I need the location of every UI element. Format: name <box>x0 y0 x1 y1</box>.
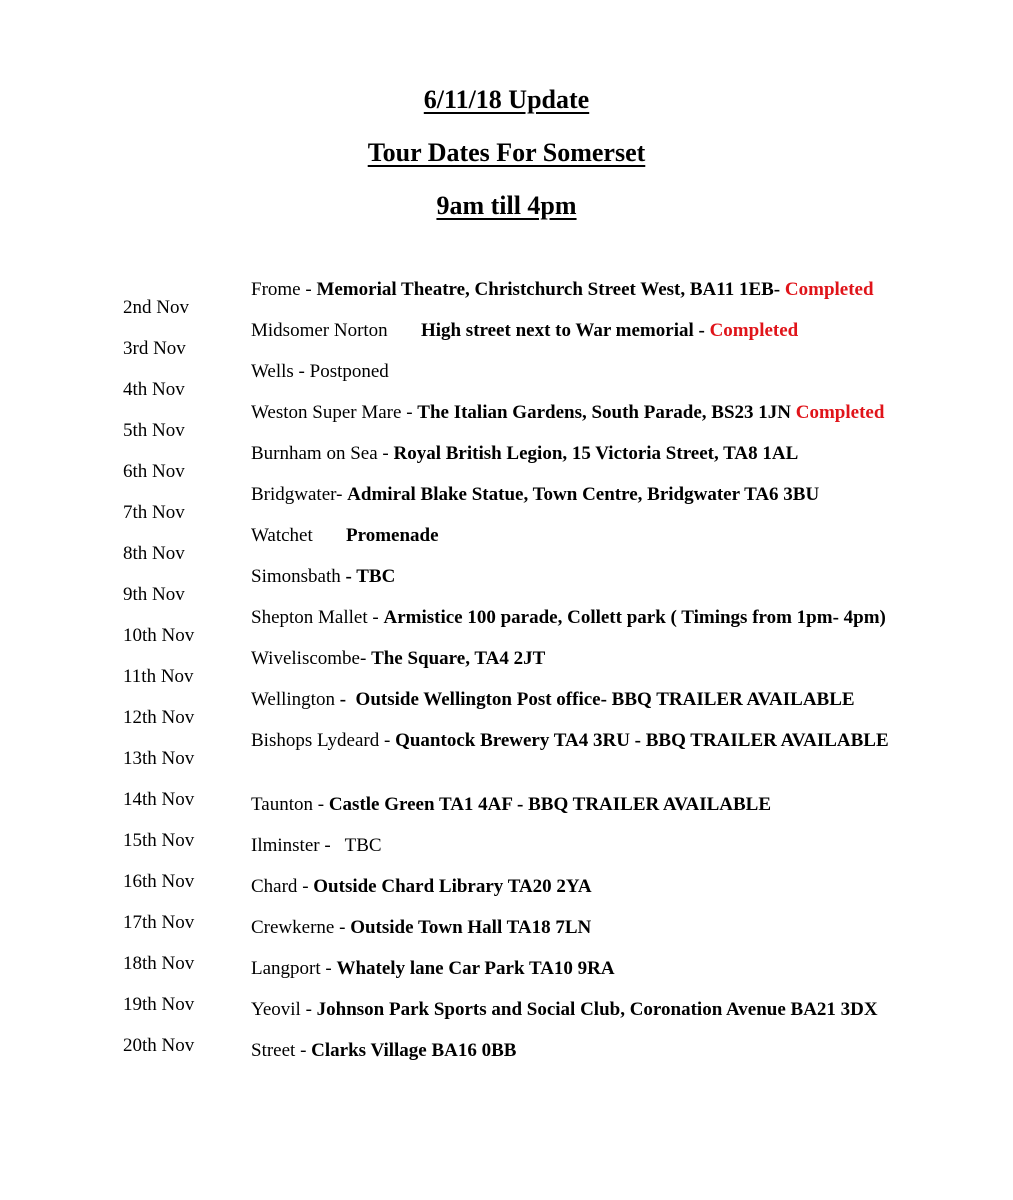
venue-separator: - <box>300 279 317 300</box>
venue-separator: - <box>334 917 351 938</box>
venue-town: Simonsbath <box>251 566 341 587</box>
tour-date: 5th Nov <box>123 420 185 441</box>
venue-detail: Johnson Park Sports and Social Club, Coronation Avenue BA21 3DX <box>316 999 878 1020</box>
tour-venue-row <box>251 875 991 916</box>
tour-venue-row <box>251 606 991 647</box>
venue-town: Midsomer Norton <box>251 320 388 341</box>
tour-date: 18th Nov <box>123 953 195 974</box>
venue-separator: - <box>401 402 418 423</box>
tour-date: 19th Nov <box>123 994 195 1015</box>
venue-town: Wellington <box>251 689 335 710</box>
tour-venue-row <box>251 360 991 401</box>
venue-detail: Outside Chard Library TA20 2YA <box>313 876 592 897</box>
venue-separator: - <box>295 1040 312 1061</box>
venue-note: TBC <box>344 835 382 856</box>
tour-venue-row <box>251 401 991 442</box>
venue-separator: - <box>293 361 310 382</box>
venue-separator <box>388 320 421 341</box>
tour-date: 12th Nov <box>123 707 195 728</box>
tour-venue-row <box>251 834 991 875</box>
venue-detail: Castle Green TA1 4AF - BBQ TRAILER AVAILABLE <box>328 794 772 815</box>
venue-town: Bishops Lydeard <box>251 730 380 751</box>
venue-separator: - <box>300 999 317 1020</box>
venue-detail: The Italian Gardens, South Parade, BS23 1JN <box>417 402 796 423</box>
tour-venue-row <box>251 957 991 998</box>
tour-date: 13th Nov <box>123 748 195 769</box>
venue-separator: - <box>297 876 314 897</box>
tour-venue-row <box>251 319 991 360</box>
tour-date: 14th Nov <box>123 789 195 810</box>
venue-detail: Clarks Village BA16 0BB <box>311 1040 517 1061</box>
venue-town: Weston Super Mare <box>251 402 402 423</box>
venue-town: Wells <box>251 361 294 382</box>
venue-detail: The Square, TA4 2JT <box>371 648 546 669</box>
venue-detail: Whately lane Car Park TA10 9RA <box>336 958 615 979</box>
venue-detail: Quantock Brewery TA4 3RU - BBQ TRAILER AVAILABLE <box>395 730 889 751</box>
tour-date: 9th Nov <box>123 584 185 605</box>
tour-date: 8th Nov <box>123 543 185 564</box>
tour-venue-row <box>251 647 991 688</box>
tour-date: 2nd Nov <box>123 297 189 318</box>
tour-date: 3rd Nov <box>123 338 186 359</box>
venue-town: Crewkerne <box>251 917 335 938</box>
tour-date: 6th Nov <box>123 461 185 482</box>
venue-town: Yeovil <box>251 999 301 1020</box>
tour-venue-row <box>251 278 991 319</box>
tour-venue-row <box>251 688 991 729</box>
venue-detail: Outside Town Hall TA18 7LN <box>350 917 592 938</box>
venue-town: Taunton <box>251 794 313 815</box>
venue-town: Street <box>251 1040 296 1061</box>
tour-date: 4th Nov <box>123 379 185 400</box>
venue-detail: - TBC <box>345 566 396 587</box>
venue-detail: Promenade <box>346 525 439 546</box>
tour-venue-row <box>251 793 991 834</box>
venue-town: Shepton Mallet <box>251 607 368 628</box>
tour-title-heading: Tour Dates For Somerset <box>367 138 646 167</box>
tour-date: 20th Nov <box>123 1035 195 1056</box>
venue-town: Wiveliscombe <box>251 648 360 669</box>
venue-status: Completed <box>795 402 885 423</box>
tour-dates-column <box>123 296 194 1075</box>
tour-venue-row <box>251 565 991 606</box>
venue-detail: - Outside Wellington Post office- BBQ TRAILER AVAILABLE <box>339 689 855 710</box>
venue-separator: - <box>359 648 372 669</box>
venue-separator <box>313 525 346 546</box>
venue-separator: - <box>313 794 329 815</box>
tour-venue-row <box>251 998 991 1039</box>
venue-detail: High street next to War memorial - <box>420 320 710 341</box>
tour-date: 11th Nov <box>123 666 194 687</box>
venue-detail: Memorial Theatre, Christchurch Street West, BA11 1EB- <box>316 279 785 300</box>
venue-detail: Armistice 100 parade, Collett park ( Timings from 1pm- 4pm) <box>383 607 886 628</box>
venue-detail: Admiral Blake Statue, Town Centre, Bridgwater TA6 3BU <box>347 484 820 505</box>
tour-date: 17th Nov <box>123 912 195 933</box>
update-date-heading: 6/11/18 Update <box>423 85 590 114</box>
venue-separator: - <box>367 607 384 628</box>
venue-town: Burnham on Sea <box>251 443 378 464</box>
tour-venue-row <box>251 483 991 524</box>
tour-venue-row <box>251 916 991 957</box>
venue-town: Watchet <box>251 525 313 546</box>
venue-town: Chard <box>251 876 298 897</box>
venue-separator: - <box>379 730 396 751</box>
venue-town: Bridgwater <box>251 484 337 505</box>
tour-venue-row <box>251 1039 991 1080</box>
venue-town: Ilminster <box>251 835 320 856</box>
venue-separator: - <box>320 958 337 979</box>
venue-town: Langport <box>251 958 321 979</box>
venue-separator: - <box>319 835 345 856</box>
tour-venue-row <box>251 442 991 483</box>
tour-date: 15th Nov <box>123 830 195 851</box>
tour-date: 16th Nov <box>123 871 195 892</box>
venue-separator: - <box>377 443 394 464</box>
tour-date: 7th Nov <box>123 502 185 523</box>
tour-venue-row <box>251 729 991 793</box>
venue-status: Completed <box>784 279 874 300</box>
venue-town: Frome <box>251 279 301 300</box>
venue-detail: Royal British Legion, 15 Victoria Street, TA8 1AL <box>393 443 799 464</box>
tour-venue-row <box>251 524 991 565</box>
tour-venues-column <box>251 278 991 1080</box>
venue-separator: - <box>336 484 348 505</box>
tour-date: 10th Nov <box>123 625 195 646</box>
venue-note: Postponed <box>309 361 389 382</box>
venue-status: Completed <box>709 320 799 341</box>
tour-hours-heading: 9am till 4pm <box>436 191 577 220</box>
